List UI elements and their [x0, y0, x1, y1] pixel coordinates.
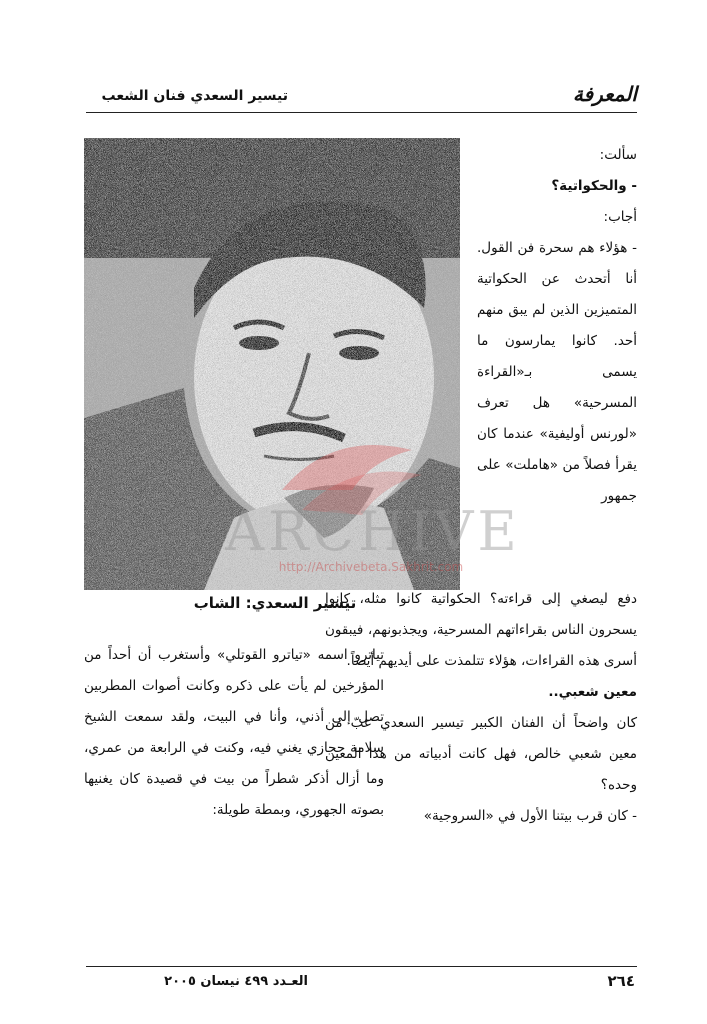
paragraph-continuation: دفع ليصغي إلى قراءته؟ الحكواتية كانوا مثله، كانوا يسحرون الناس بقراءاتهم المسرحية، ويجذبونهم، فيبقون أسرى هذه القراءات، هؤلاء تتلمذت على أيديهم أيضاً. — [325, 591, 637, 669]
paragraph-answer-start: - كان قرب بيتنا الأول في «السروجية» — [423, 808, 637, 824]
right-column — [477, 140, 637, 512]
header-divider — [86, 112, 637, 113]
watermark-text: ARCHIVE — [225, 500, 521, 563]
running-header-title: تيسير السعدي فنان الشعب — [101, 88, 288, 104]
page-number: ٢٦٤ — [607, 972, 635, 990]
footer-divider — [86, 966, 637, 967]
issue-label: العـدد ٤٩٩ نيسان ٢٠٠٥ — [164, 974, 308, 989]
paragraph-question-asked: سألت: — [599, 147, 637, 163]
photo-caption: تيسير السعدي: الشاب — [193, 594, 357, 612]
paragraph-theatre: تياترو اسمه «تياترو القوتلي» وأستغرب أن أحداً من المؤرخين لم يأت على ذكره وكانت أصوات المطربين تصل إلى أذني، وأنا في البيت، ولقد سمعت الشيخ سلامة حجازي يغني فيه، وكنت في الرابعة من عمري، وما أزال أذكر شطراً من بيت في قصيدة كان يغنيها بصوته الجهوري، وبمطة طويلة: — [84, 647, 384, 818]
paragraph-answered: أجاب: — [603, 209, 637, 225]
paragraph-question: كان واضحاً أن الفنان الكبير تيسير السعدي عبّ من معين شعبي خالص، فهل كانت أدبياته من هذا المعين وحده؟ — [325, 715, 637, 793]
paragraph-answer: - هؤلاء هم سحرة فن القول. أنا أتحدث عن الحكواتية المتميزين الذين لم يبق منهم أحد. كانوا يمارسون ما يسمى بـ«القراءة المسرحية» هل تعرف «لورنس أوليفية» عندما كان يقرأ فصلاً من «هاملت» على جمهور — [477, 240, 637, 504]
watermark-url: http://Archivebeta.Sakhrit.com — [278, 560, 464, 574]
section-heading: معين شعبي.. — [548, 684, 637, 700]
question-hakawatiya: - والحكواتية؟ — [551, 178, 637, 194]
left-column — [84, 640, 384, 826]
magazine-logo: المعرفة — [572, 82, 637, 106]
